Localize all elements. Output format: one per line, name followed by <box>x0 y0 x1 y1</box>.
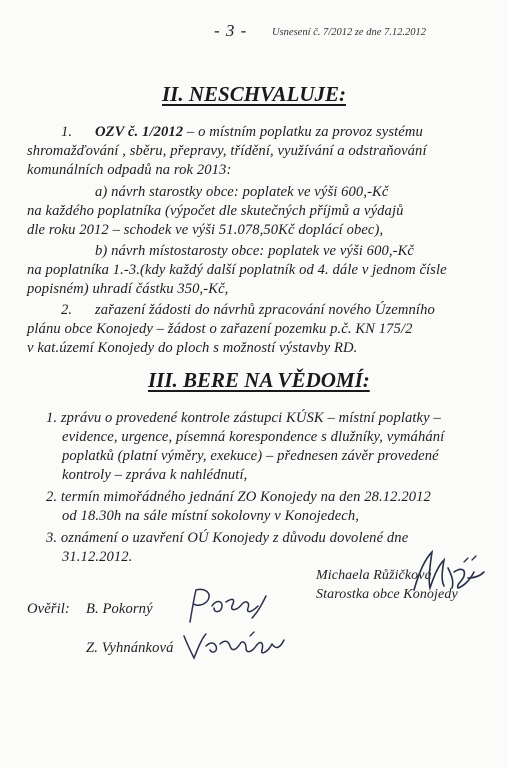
item-number-1: 1. <box>61 124 73 140</box>
text-line: 31.12.2012. <box>62 549 133 565</box>
text-line: shromažďování , sběru, přepravy, třídění, využívání a odstraňování <box>27 143 427 159</box>
list-item: 3. oznámení o uzavření OÚ Konojedy z důvodu dovolené dne <box>46 530 409 546</box>
text-line: popisném) uhradí částku 350,-Kč, <box>27 281 229 297</box>
text-line: komunálních odpadů na rok 2013: <box>27 162 232 178</box>
option-b-line: b) návrh místostarosty obce: poplatek ve výši 600,-Kč <box>95 243 414 259</box>
ozv-item-line <box>95 124 423 141</box>
mayor-title: Starostka obce Konojedy <box>316 587 458 602</box>
text-line: plánu obce Konojedy – žádost o zařazení pozemku p.č. KN 175/2 <box>27 321 413 337</box>
text-line: – o místním poplatku za provoz systému <box>183 124 423 140</box>
section-heading-bere-na-vedomi: III. BERE NA VĚDOMÍ: <box>148 368 370 392</box>
text-line: poplatků (platní výměry, exekuce) – přednesen závěr provedené <box>62 448 439 464</box>
mayor-name: Michaela Růžičková <box>316 568 432 583</box>
text-line: od 18.30h na sále místní sokolovny v Konojedech, <box>62 508 360 524</box>
page-number: - 3 - <box>214 21 248 40</box>
resolution-reference: Usnesení č. 7/2012 ze dne 7.12.2012 <box>272 27 426 38</box>
text-line: dle roku 2012 – schodek ve výši 51.078,50Kč doplácí obec), <box>27 222 384 238</box>
text-line: kontroly – zpráva k nahlédnutí, <box>62 467 248 483</box>
text-line: evidence, urgence, písemná korespondence s dlužníky, vymáhání <box>62 429 445 445</box>
section-heading-neschvaluje: II. NESCHVALUJE: <box>162 82 346 106</box>
text-line: v kat.území Konojedy do ploch s možností výstavby RD. <box>27 340 358 356</box>
option-a-line: a) návrh starostky obce: poplatek ve výši 600,-Kč <box>95 184 389 200</box>
verified-label: Ověřil: <box>27 601 70 617</box>
item-number-2: 2. <box>61 302 73 318</box>
verifier2-signature <box>180 628 290 664</box>
text-line: na poplatníka 1.-3.(kdy každý další poplatník od 4. dále v jednom čísle <box>27 262 447 278</box>
verifier-name-2: Z. Vyhnánková <box>86 640 174 656</box>
list-item: 1. zprávu o provedené kontrole zástupci KÚSK – místní poplatky – <box>46 410 441 426</box>
text-line: zařazení žádosti do návrhů zpracování nového Územního <box>95 302 435 318</box>
ozv-number: OZV č. 1/2012 <box>95 124 184 140</box>
list-item: 2. termín mimořádného jednání ZO Konojedy na den 28.12.2012 <box>46 489 431 505</box>
verifier-name-1: B. Pokorný <box>86 601 153 617</box>
verifier1-signature <box>182 584 272 628</box>
mayor-signature <box>408 546 488 596</box>
text-line: na každého poplatníka (výpočet dle skutečných příjmů a výdajů <box>27 203 404 219</box>
